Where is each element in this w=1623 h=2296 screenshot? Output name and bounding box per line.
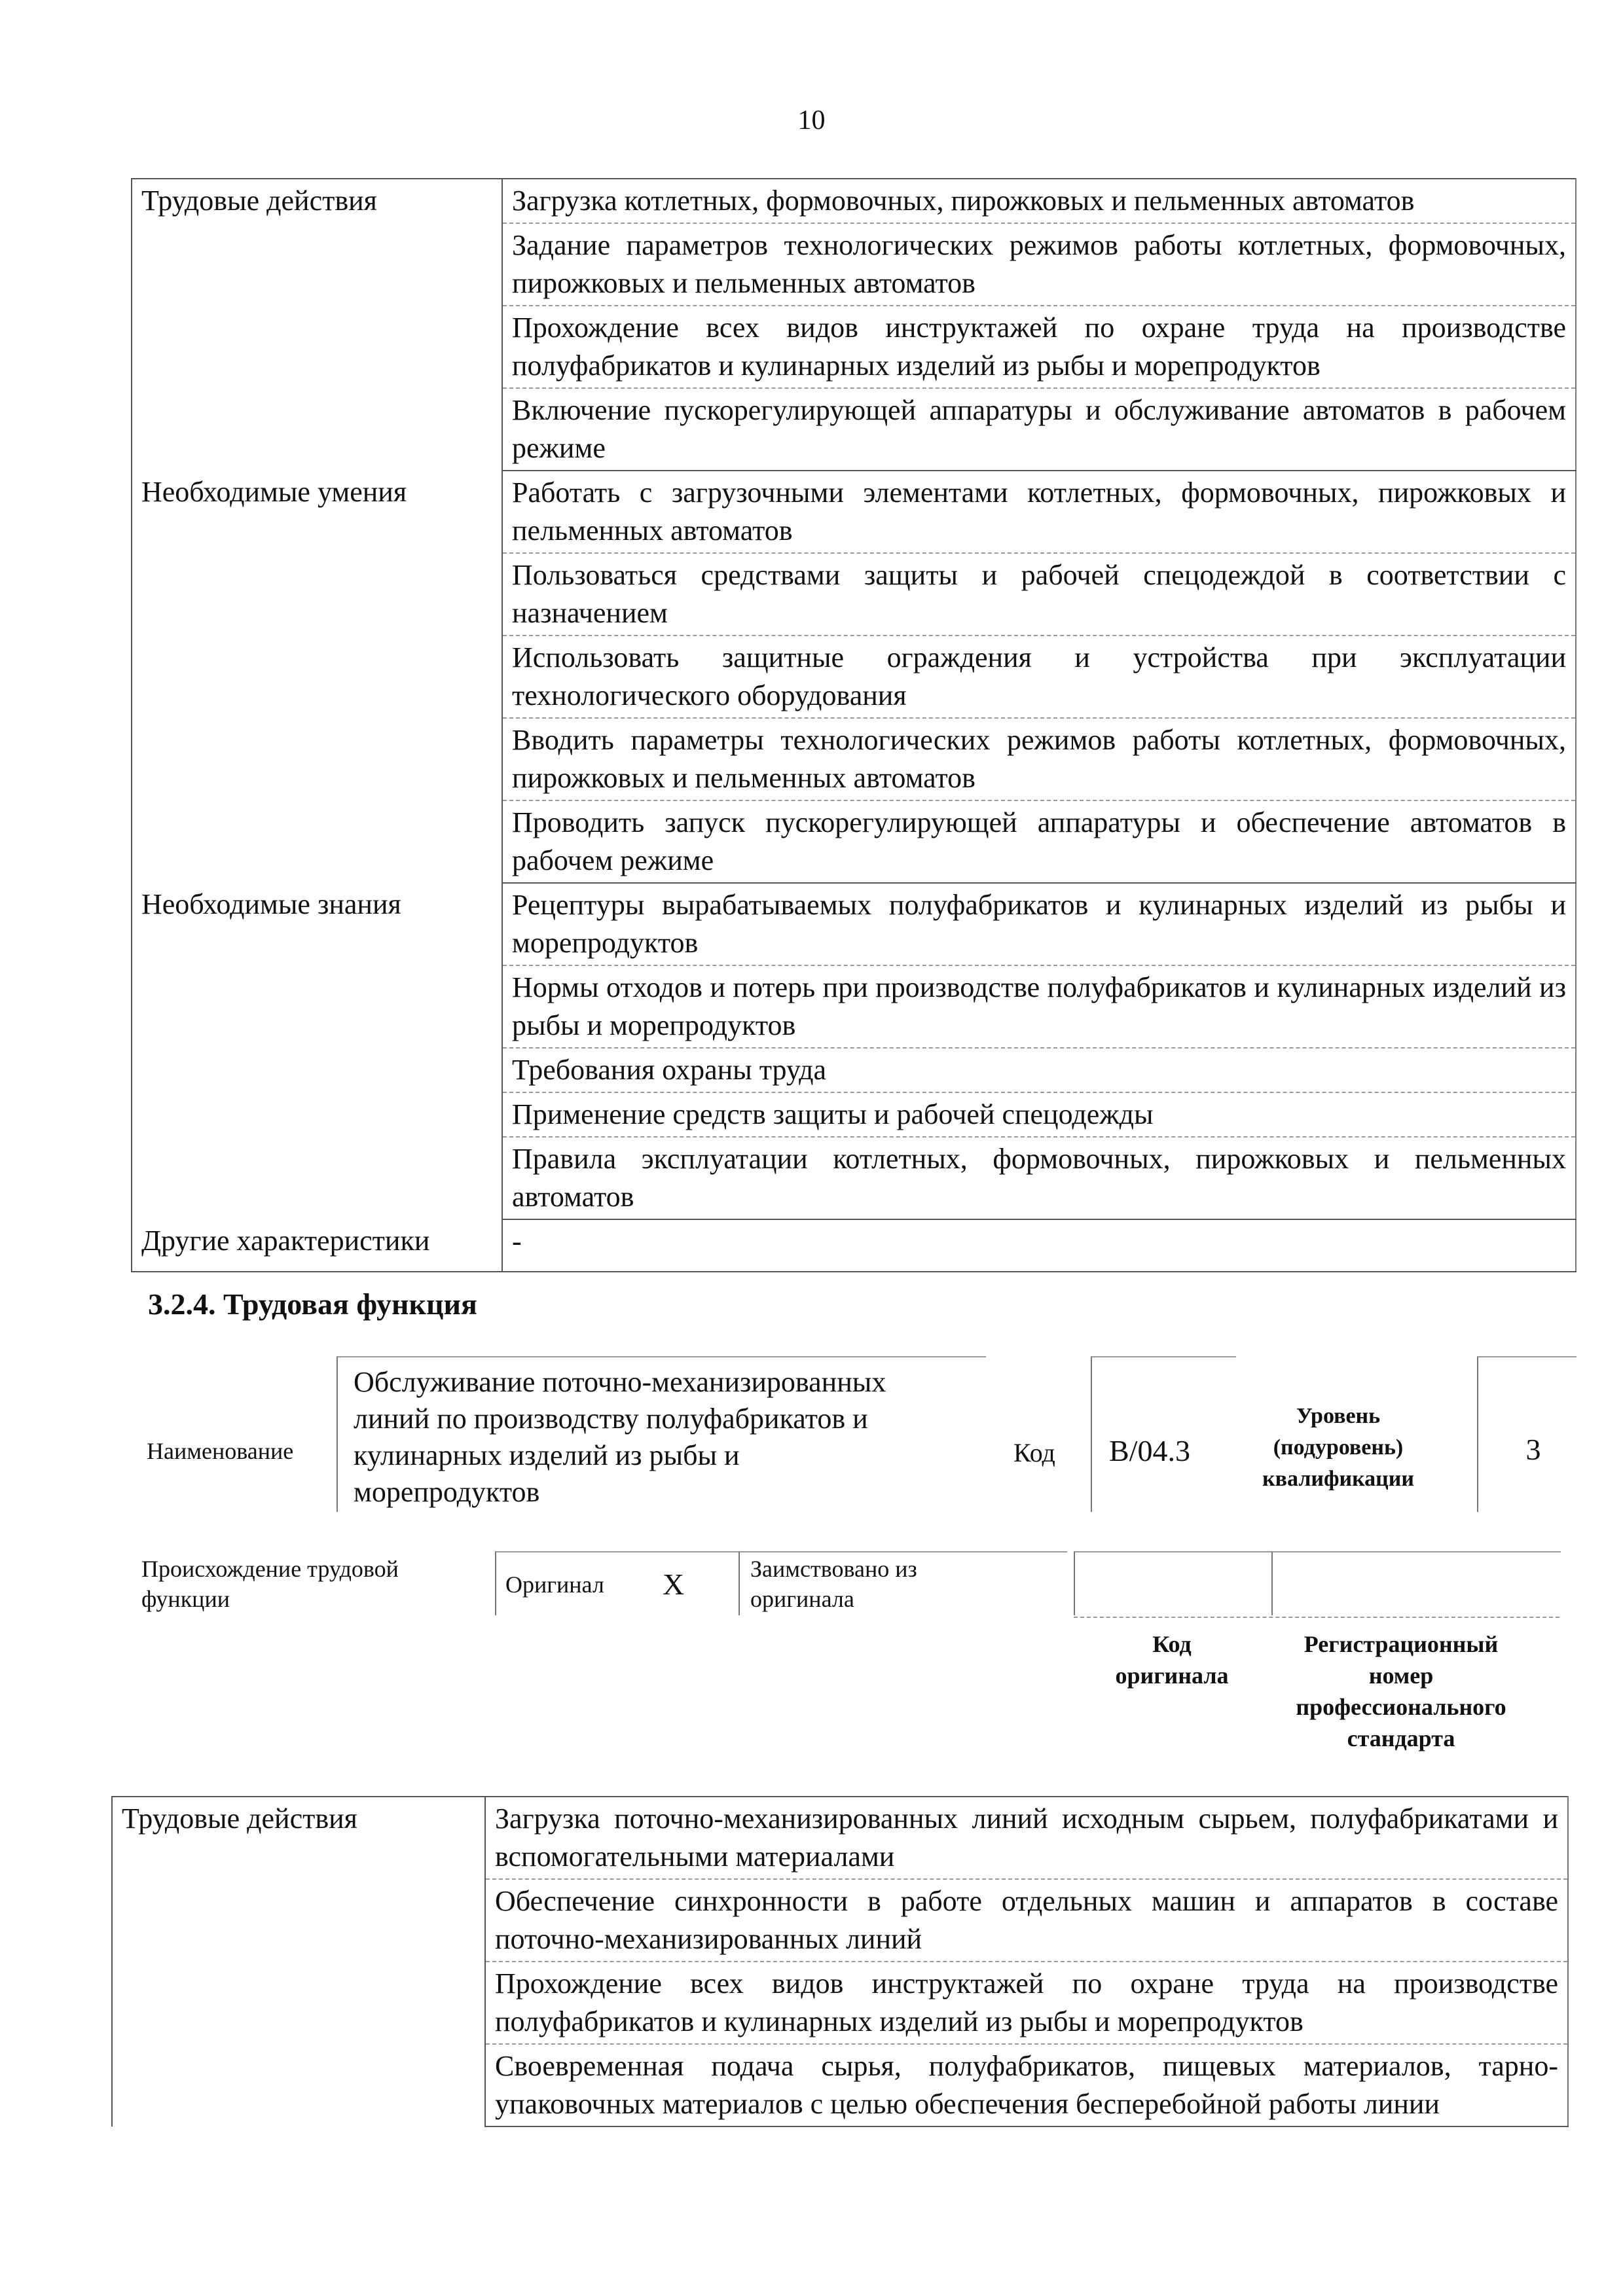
- row-item: Нормы отходов и потерь при производстве полуфабрикатов и кулинарных изделий из рыбы и морепродуктов: [502, 965, 1576, 1048]
- row-item: Работать с загрузочными элементами котлетных, формовочных, пирожковых и пельменных автоматов: [502, 471, 1576, 553]
- row-item: Загрузка котлетных, формовочных, пирожковых и пельменных автоматов: [502, 179, 1576, 223]
- origin-borrowed-label: [750, 1554, 999, 1614]
- row-item: -: [502, 1219, 1576, 1272]
- origin-original-mark: X: [663, 1568, 685, 1601]
- origin-divider: [1074, 1617, 1559, 1618]
- origin-code-caption-line: Код: [1152, 1631, 1192, 1657]
- qualification-level-line: (подуровень): [1273, 1435, 1404, 1460]
- origin-code-caption: [1080, 1628, 1264, 1691]
- origin-label-line: Происхождение трудовой: [141, 1556, 399, 1582]
- qualification-level-label: [1247, 1401, 1430, 1495]
- function-name-line: Обслуживание поточно-механизированных: [354, 1366, 886, 1398]
- origin-reg-caption-line: профессионального: [1296, 1694, 1506, 1720]
- origin-reg-caption-line: стандарта: [1347, 1725, 1455, 1751]
- origin-reg-caption-line: Регистрационный: [1304, 1631, 1499, 1657]
- row-item: Проводить запуск пускорегулирующей аппаратуры и обеспечение автоматов в рабочем режиме: [502, 800, 1576, 883]
- qualification-level-line: Уровень: [1296, 1404, 1381, 1428]
- function-code-label: Код: [1013, 1438, 1055, 1467]
- table-row: [132, 179, 1576, 223]
- origin-reg-caption: [1277, 1628, 1525, 1754]
- row-label: Необходимые умения: [132, 471, 502, 883]
- origin-borrowed-line: оригинала: [750, 1586, 854, 1612]
- table-row: [112, 1797, 1568, 1879]
- function-name-line: линий по производству полуфабрикатов и: [354, 1403, 868, 1435]
- row-item: Вводить параметры технологических режимов работы котлетных, формовочных, пирожковых и пельменных автоматов: [502, 718, 1576, 800]
- page-number: 10: [797, 105, 826, 135]
- labor-actions-table-2: [111, 1796, 1569, 2127]
- row-item: Обеспечение синхронности в работе отдельных машин и аппаратов в составе поточно-механизированных линий: [485, 1879, 1568, 1962]
- function-name-line: морепродуктов: [354, 1476, 540, 1508]
- row-item: Загрузка поточно-механизированных линий исходным сырьем, полуфабрикатами и вспомогательными материалами: [485, 1797, 1568, 1879]
- origin-borrowed-line: Заимствовано из: [750, 1556, 917, 1582]
- row-item: Использовать защитные ограждения и устройства при эксплуатации технологического оборудования: [502, 636, 1576, 718]
- row-label: Другие характеристики: [132, 1219, 502, 1272]
- row-item: Применение средств защиты и рабочей спецодежды: [502, 1092, 1576, 1137]
- function-name-label: Наименование: [147, 1438, 294, 1464]
- origin-code-caption-line: оригинала: [1115, 1662, 1229, 1689]
- table-row: [132, 1219, 1576, 1272]
- table-row: [132, 471, 1576, 553]
- function-name-text: [354, 1364, 982, 1511]
- row-item: Прохождение всех видов инструктажей по охране труда на производстве полуфабрикатов и кулинарных изделий из рыбы и морепродуктов: [502, 306, 1576, 388]
- row-item: Правила эксплуатации котлетных, формовочных, пирожковых и пельменных автоматов: [502, 1137, 1576, 1219]
- function-code-value: B/04.3: [1109, 1434, 1190, 1467]
- row-item: Рецептуры вырабатываемых полуфабрикатов и кулинарных изделий из рыбы и морепродуктов: [502, 883, 1576, 965]
- section-title: 3.2.4. Трудовая функция: [148, 1287, 477, 1321]
- origin-code-box: [1074, 1551, 1271, 1615]
- qualification-level-line: квалификации: [1262, 1467, 1414, 1491]
- origin-label: [141, 1554, 482, 1614]
- labor-actions-table: [131, 178, 1577, 1272]
- row-item: Своевременная подача сырья, полуфабрикатов, пищевых материалов, тарно-упаковочных материалов с целью обеспечения бесперебойной работы линии: [485, 2044, 1568, 2126]
- row-label: Необходимые знания: [132, 883, 502, 1219]
- origin-label-line: функции: [141, 1586, 230, 1612]
- origin-reg-caption-line: номер: [1368, 1662, 1434, 1689]
- origin-reg-box: [1271, 1551, 1561, 1615]
- table-row: [132, 883, 1576, 965]
- row-item: Прохождение всех видов инструктажей по охране труда на производстве полуфабрикатов и кулинарных изделий из рыбы и морепродуктов: [485, 1962, 1568, 2044]
- origin-original-label: Оригинал: [505, 1571, 604, 1598]
- row-item: Задание параметров технологических режимов работы котлетных, формовочных, пирожковых и пельменных автоматов: [502, 223, 1576, 306]
- row-item: Требования охраны труда: [502, 1048, 1576, 1092]
- row-label: Трудовые действия: [132, 179, 502, 471]
- qualification-level-value: 3: [1525, 1433, 1541, 1466]
- row-item: Пользоваться средствами защиты и рабочей спецодеждой в соответствии с назначением: [502, 553, 1576, 636]
- function-name-line: кулинарных изделий из рыбы и: [354, 1439, 740, 1471]
- row-label: Трудовые действия: [112, 1797, 485, 2126]
- row-item: Включение пускорегулирующей аппаратуры и обслуживание автоматов в рабочем режиме: [502, 388, 1576, 471]
